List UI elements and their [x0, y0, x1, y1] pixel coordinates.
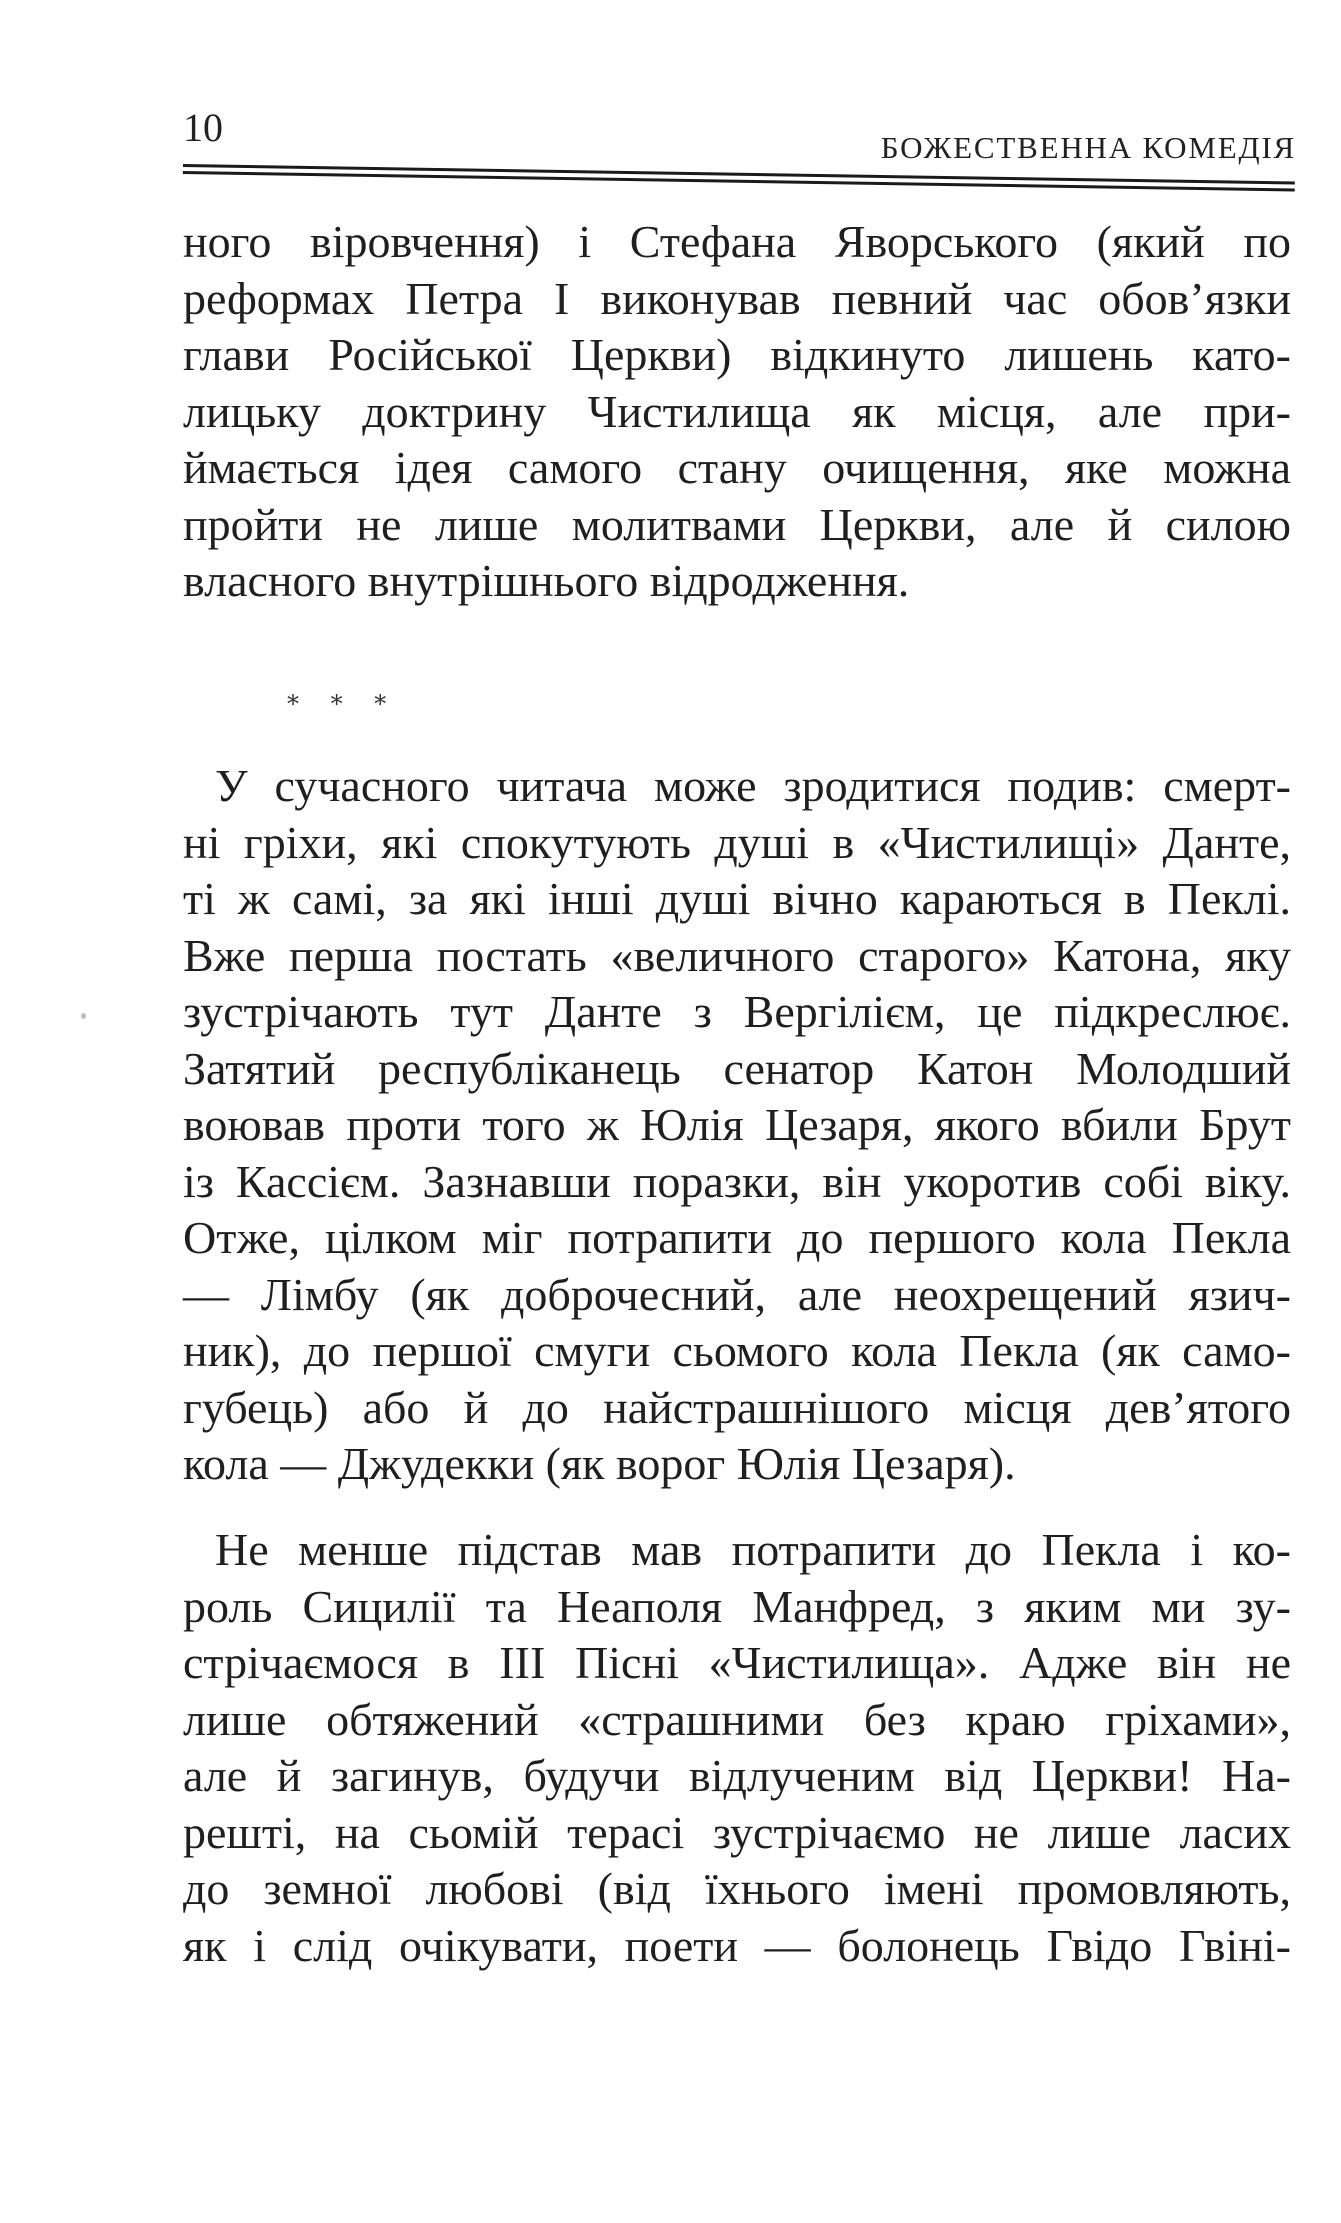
text-line: воював проти того ж Юлія Цезаря, якого вбили Брут: [183, 1099, 1291, 1150]
running-head-title: БОЖЕСТВЕННА КОМЕДІЯ: [880, 130, 1296, 165]
paragraph-2: [183, 758, 1291, 1493]
text-line: ник), до першої смуги сьомого кола Пекла (як само-: [183, 1325, 1291, 1376]
text-line: ті ж самі, за які інші душі вічно караються в Пеклі.: [183, 873, 1291, 924]
text-line: У сучасного читача може зродитися подив: смерт-: [215, 760, 1291, 811]
text-line: Затятий республіканець сенатор Катон Молодший: [183, 1042, 1291, 1094]
text-line: лицьку доктрину Чистилища як місця, але при-: [183, 385, 1291, 437]
text-line: зустрічають тут Данте з Вергілієм, це підкреслює.: [183, 986, 1291, 1037]
section-separator-asterisks: * * *: [287, 690, 399, 718]
text-line: кола — Джудекки (як ворог Юлія Цезаря).: [183, 1438, 1016, 1489]
text-line: решті, на сьомій терасі зустрічаємо не лише ласих: [183, 1806, 1291, 1858]
text-line: ного віровчення) і Стефана Яворського (який по: [183, 216, 1291, 267]
paragraph-3: [183, 1522, 1291, 1974]
text-line: Не менше підстав мав потрапити до Пекла і ко-: [215, 1524, 1291, 1575]
text-line: глави Російської Церкви) відкинуто лишень като-: [183, 329, 1291, 380]
text-line: реформах Петра I виконував певний час обов’язки: [183, 272, 1291, 324]
text-line: із Кассієм. Зазнавши поразки, він укоротив собі віку.: [183, 1155, 1291, 1207]
text-line: власного внутрішнього відродження.: [183, 555, 910, 606]
text-line: — Лімбу (як доброчесний, але неохрещений язич-: [183, 1268, 1291, 1320]
text-line: але й загинув, будучи відлученим від Церкви! На-: [183, 1750, 1291, 1801]
text-line: ні гріхи, які спокутують душі в «Чистилищі» Данте,: [183, 816, 1291, 868]
text-line: губець) або й до найстрашнішого місця дев’ятого: [183, 1381, 1291, 1433]
text-line: до земної любові (від їхнього імені промовляють,: [183, 1863, 1291, 1914]
text-line: лише обтяжений «страшними без краю гріхами»,: [183, 1693, 1291, 1745]
text-line: ймається ідея самого стану очищення, яке можна: [183, 442, 1291, 493]
text-line: як і слід очікувати, поети — болонець Гвідо Гвіні-: [183, 1919, 1291, 1971]
text-line: пройти не лише молитвами Церкви, але й силою: [183, 498, 1291, 550]
text-line: Вже перша постать «величного старого» Катона, яку: [183, 929, 1291, 981]
paragraph-1: [183, 214, 1291, 610]
scan-speck: [81, 1013, 86, 1019]
page-number: 10: [183, 105, 223, 150]
text-line: Отже, цілком міг потрапити до першого кола Пекла: [183, 1212, 1291, 1263]
text-line: роль Сицилії та Неаполя Манфред, з яким ми зу-: [183, 1580, 1291, 1632]
text-line: стрічаємося в III Пісні «Чистилища». Адже він не: [183, 1637, 1291, 1688]
header-double-rule: [183, 164, 1295, 201]
